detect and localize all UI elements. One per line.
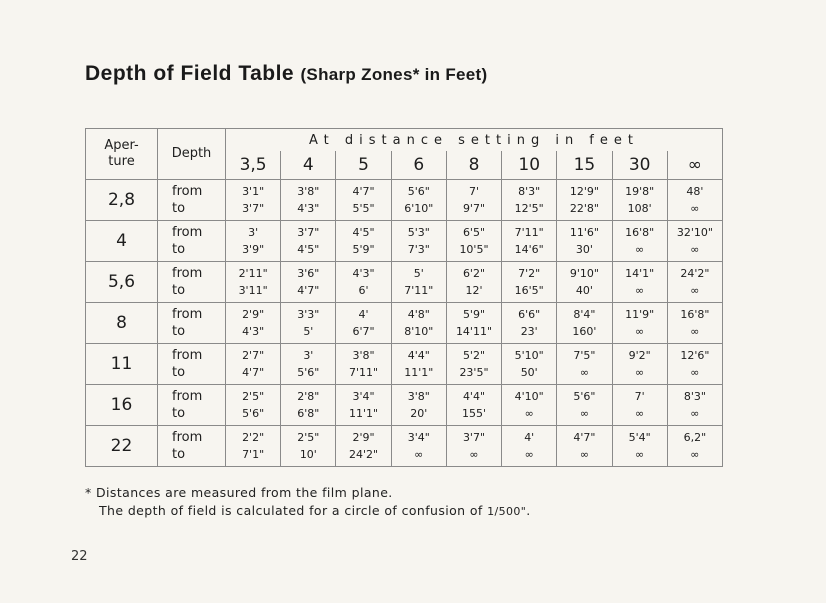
from-value: 19'8"	[625, 185, 655, 198]
from-value: 4'5"	[352, 226, 375, 239]
to-value: 10'	[299, 448, 317, 461]
from-value: 24'2"	[680, 267, 710, 280]
footnote-line-2-end: .	[526, 503, 531, 518]
to-value: 160'	[572, 325, 597, 338]
value-cell	[281, 344, 336, 385]
depth-to-label: to	[172, 201, 186, 216]
to-value: 6'10"	[404, 202, 434, 215]
aperture-cell: 8	[86, 303, 158, 344]
to-value: 22'8"	[569, 202, 599, 215]
value-cell	[336, 221, 391, 262]
value-cell	[391, 385, 446, 426]
value-cell	[557, 426, 612, 467]
to-value: 20'	[410, 407, 428, 420]
table-body	[86, 180, 723, 467]
to-value: 12'5"	[514, 202, 544, 215]
from-value: 9'10"	[569, 267, 599, 280]
to-value: ∞	[469, 448, 479, 461]
table-row	[86, 221, 723, 262]
value-cell	[391, 262, 446, 303]
from-value: 16'8"	[680, 308, 710, 321]
value-cell	[446, 221, 501, 262]
value-cell	[667, 385, 722, 426]
to-value: ∞	[635, 366, 645, 379]
from-value: 4'8"	[407, 308, 430, 321]
from-value: 2'8"	[297, 390, 320, 403]
distance-header-cell: 4	[281, 151, 336, 180]
to-value: 11'1"	[349, 407, 379, 420]
value-cell	[446, 344, 501, 385]
to-value: 3'7"	[242, 202, 265, 215]
to-value: 7'3"	[407, 243, 430, 256]
to-value: 8'10"	[404, 325, 434, 338]
value-cell	[226, 303, 281, 344]
value-cell	[502, 180, 557, 221]
from-value: 3'4"	[407, 431, 430, 444]
depth-to-label: to	[172, 324, 186, 339]
to-value: ∞	[579, 366, 589, 379]
value-cell	[667, 426, 722, 467]
value-cell	[336, 385, 391, 426]
value-cell	[667, 344, 722, 385]
footnote-line-2	[85, 502, 531, 521]
value-cell	[557, 344, 612, 385]
footnote	[85, 484, 531, 521]
value-cell	[281, 262, 336, 303]
page-title	[85, 62, 487, 86]
from-value: 2'9"	[352, 431, 375, 444]
to-value: 14'6"	[514, 243, 544, 256]
value-cell	[557, 262, 612, 303]
value-cell	[391, 426, 446, 467]
value-cell	[391, 344, 446, 385]
title-subtitle: (Sharp Zones* in Feet)	[300, 65, 488, 84]
from-value: 3'6"	[297, 267, 320, 280]
from-value: 5'2"	[462, 349, 486, 362]
to-value: ∞	[524, 407, 534, 420]
from-value: 8'3"	[518, 185, 541, 198]
value-cell	[281, 426, 336, 467]
from-value: 6'2"	[462, 267, 486, 280]
value-cell	[336, 303, 391, 344]
to-value: 4'7"	[297, 284, 320, 297]
value-cell	[667, 303, 722, 344]
to-value: 7'1"	[242, 448, 265, 461]
to-value: ∞	[690, 366, 700, 379]
aperture-cell: 11	[86, 344, 158, 385]
from-value: 5'	[413, 267, 424, 280]
value-cell	[446, 426, 501, 467]
value-cell	[612, 262, 667, 303]
to-value: 11'1"	[404, 366, 434, 379]
depth-label-cell	[158, 180, 226, 221]
page-number: 22	[71, 549, 88, 564]
from-value: 4'3"	[352, 267, 375, 280]
value-cell	[557, 180, 612, 221]
to-value: ∞	[635, 448, 645, 461]
value-cell	[226, 262, 281, 303]
value-cell	[667, 180, 722, 221]
value-cell	[557, 385, 612, 426]
to-value: ∞	[414, 448, 424, 461]
to-value: 3'11"	[238, 284, 268, 297]
depth-label-cell	[158, 344, 226, 385]
distance-header-cell: 10	[502, 151, 557, 180]
depth-to-label: to	[172, 365, 186, 380]
to-value: 50'	[520, 366, 538, 379]
to-value: 16'5"	[514, 284, 544, 297]
depth-label-cell	[158, 385, 226, 426]
to-value: 4'3"	[297, 202, 320, 215]
value-cell	[391, 303, 446, 344]
depth-from-label: from	[172, 348, 203, 363]
to-value: ∞	[690, 448, 700, 461]
from-value: 2'5"	[297, 431, 320, 444]
aperture-cell: 5,6	[86, 262, 158, 303]
value-cell	[612, 344, 667, 385]
value-cell	[446, 303, 501, 344]
distance-header-cell: ∞	[667, 151, 722, 180]
depth-from-label: from	[172, 225, 203, 240]
from-value: 3'1"	[242, 185, 265, 198]
footnote-line-1: * Distances are measured from the film plane.	[85, 485, 393, 500]
aperture-header-line2: ture	[108, 154, 135, 169]
from-value: 12'6"	[680, 349, 710, 362]
to-value: ∞	[690, 407, 700, 420]
from-value: 4'10"	[514, 390, 544, 403]
to-value: 6'8"	[297, 407, 320, 420]
to-value: 3'9"	[242, 243, 265, 256]
value-cell	[502, 385, 557, 426]
to-value: 23'5"	[459, 366, 489, 379]
table-row	[86, 385, 723, 426]
depth-to-label: to	[172, 406, 186, 421]
value-cell	[557, 221, 612, 262]
footnote-line-2-text: The depth of field is calculated for a circle of confusion of	[99, 503, 488, 518]
value-cell	[336, 426, 391, 467]
from-value: 4'4"	[407, 349, 430, 362]
from-value: 3'7"	[462, 431, 486, 444]
from-value: 5'9"	[462, 308, 486, 321]
depth-to-label: to	[172, 447, 186, 462]
to-value: 108'	[627, 202, 652, 215]
aperture-cell: 16	[86, 385, 158, 426]
aperture-header	[86, 129, 158, 180]
to-value: ∞	[690, 325, 700, 338]
from-value: 14'1"	[625, 267, 655, 280]
value-cell	[281, 385, 336, 426]
from-value: 32'10"	[676, 226, 713, 239]
to-value: ∞	[635, 325, 645, 338]
value-cell	[612, 303, 667, 344]
to-value: 7'11"	[404, 284, 434, 297]
from-value: 3'4"	[352, 390, 375, 403]
depth-of-field-table	[85, 128, 723, 467]
from-value: 5'6"	[407, 185, 430, 198]
from-value: 4'	[358, 308, 369, 321]
from-value: 9'2"	[628, 349, 651, 362]
table-row	[86, 180, 723, 221]
distance-header-cell: 15	[557, 151, 612, 180]
from-value: 16'8"	[625, 226, 655, 239]
from-value: 7'	[634, 390, 645, 403]
depth-header: Depth	[158, 129, 226, 180]
to-value: ∞	[690, 202, 700, 215]
to-value: 155'	[461, 407, 486, 420]
value-cell	[502, 221, 557, 262]
distance-header-cell: 8	[446, 151, 501, 180]
distance-header-cell: 5	[336, 151, 391, 180]
to-value: 6'7"	[352, 325, 375, 338]
value-cell	[226, 344, 281, 385]
from-value: 5'6"	[573, 390, 596, 403]
distance-header-cell: 3,5	[226, 151, 281, 180]
value-cell	[336, 180, 391, 221]
title-main: Depth of Field Table	[85, 62, 295, 85]
to-value: ∞	[690, 284, 700, 297]
aperture-cell: 22	[86, 426, 158, 467]
from-value: 5'3"	[407, 226, 430, 239]
value-cell	[391, 180, 446, 221]
from-value: 3'3"	[297, 308, 320, 321]
to-value: ∞	[579, 448, 589, 461]
value-cell	[502, 303, 557, 344]
from-value: 2'11"	[238, 267, 268, 280]
table-row	[86, 303, 723, 344]
to-value: 4'3"	[242, 325, 265, 338]
to-value: 6'	[358, 284, 369, 297]
distance-header-cell: 6	[391, 151, 446, 180]
table-row	[86, 344, 723, 385]
to-value: ∞	[690, 243, 700, 256]
value-cell	[226, 385, 281, 426]
from-value: 7'2"	[518, 267, 541, 280]
to-value: ∞	[579, 407, 589, 420]
from-value: 6,2"	[683, 431, 707, 444]
from-value: 2'5"	[242, 390, 265, 403]
to-value: 5'	[303, 325, 314, 338]
value-cell	[391, 221, 446, 262]
value-cell	[336, 344, 391, 385]
to-value: ∞	[635, 284, 645, 297]
from-value: 11'6"	[569, 226, 599, 239]
to-value: 4'7"	[242, 366, 265, 379]
from-value: 3'8"	[352, 349, 375, 362]
value-cell	[281, 180, 336, 221]
value-cell	[281, 303, 336, 344]
to-value: 5'5"	[352, 202, 375, 215]
to-value: 14'11"	[455, 325, 493, 338]
to-value: 4'5"	[297, 243, 320, 256]
from-value: 5'4"	[628, 431, 651, 444]
from-value: 4'4"	[462, 390, 486, 403]
to-value: 7'11"	[349, 366, 379, 379]
from-value: 5'10"	[514, 349, 544, 362]
depth-from-label: from	[172, 184, 203, 199]
from-value: 2'2"	[242, 431, 265, 444]
to-value: 12'	[465, 284, 483, 297]
depth-from-label: from	[172, 389, 203, 404]
aperture-header-line1: Aper-	[104, 138, 139, 153]
value-cell	[502, 426, 557, 467]
to-value: ∞	[635, 407, 645, 420]
from-value: 7'11"	[514, 226, 544, 239]
from-value: 4'	[524, 431, 535, 444]
value-cell	[446, 385, 501, 426]
from-value: 48'	[686, 185, 704, 198]
aperture-cell: 2,8	[86, 180, 158, 221]
value-cell	[612, 221, 667, 262]
to-value: ∞	[524, 448, 534, 461]
from-value: 3'	[248, 226, 259, 239]
depth-label-cell	[158, 221, 226, 262]
from-value: 12'9"	[569, 185, 599, 198]
aperture-cell: 4	[86, 221, 158, 262]
to-value: 10'5"	[459, 243, 489, 256]
value-cell	[667, 221, 722, 262]
depth-from-label: from	[172, 307, 203, 322]
to-value: 24'2"	[349, 448, 379, 461]
value-cell	[336, 262, 391, 303]
from-value: 2'7"	[242, 349, 265, 362]
depth-label-cell	[158, 303, 226, 344]
table-row	[86, 426, 723, 467]
from-value: 6'6"	[518, 308, 541, 321]
depth-from-label: from	[172, 430, 203, 445]
depth-from-label: from	[172, 266, 203, 281]
table-row	[86, 262, 723, 303]
value-cell	[612, 180, 667, 221]
value-cell	[226, 221, 281, 262]
from-value: 3'8"	[297, 185, 320, 198]
value-cell	[612, 426, 667, 467]
from-value: 7'	[468, 185, 479, 198]
from-value: 3'	[303, 349, 314, 362]
distance-caption: At distance setting in feet	[226, 129, 723, 152]
value-cell	[502, 262, 557, 303]
distance-header-cell: 30	[612, 151, 667, 180]
value-cell	[557, 303, 612, 344]
from-value: 8'4"	[573, 308, 596, 321]
to-value: 5'9"	[352, 243, 375, 256]
value-cell	[226, 426, 281, 467]
from-value: 8'3"	[683, 390, 706, 403]
to-value: 23'	[520, 325, 538, 338]
to-value: 5'6"	[242, 407, 265, 420]
depth-label-cell	[158, 262, 226, 303]
from-value: 6'5"	[462, 226, 486, 239]
to-value: 5'6"	[297, 366, 320, 379]
from-value: 3'7"	[297, 226, 320, 239]
value-cell	[446, 262, 501, 303]
to-value: 30'	[575, 243, 593, 256]
depth-to-label: to	[172, 242, 186, 257]
from-value: 2'9"	[242, 308, 265, 321]
from-value: 4'7"	[573, 431, 596, 444]
depth-to-label: to	[172, 283, 186, 298]
from-value: 3'8"	[407, 390, 430, 403]
from-value: 7'5"	[573, 349, 596, 362]
to-value: ∞	[635, 243, 645, 256]
from-value: 11'9"	[625, 308, 655, 321]
value-cell	[446, 180, 501, 221]
to-value: 40'	[575, 284, 593, 297]
value-cell	[667, 262, 722, 303]
from-value: 4'7"	[352, 185, 375, 198]
value-cell	[281, 221, 336, 262]
value-cell	[226, 180, 281, 221]
to-value: 9'7"	[462, 202, 486, 215]
value-cell	[612, 385, 667, 426]
depth-label-cell	[158, 426, 226, 467]
confusion-fraction: 1/500"	[487, 505, 527, 518]
value-cell	[502, 344, 557, 385]
